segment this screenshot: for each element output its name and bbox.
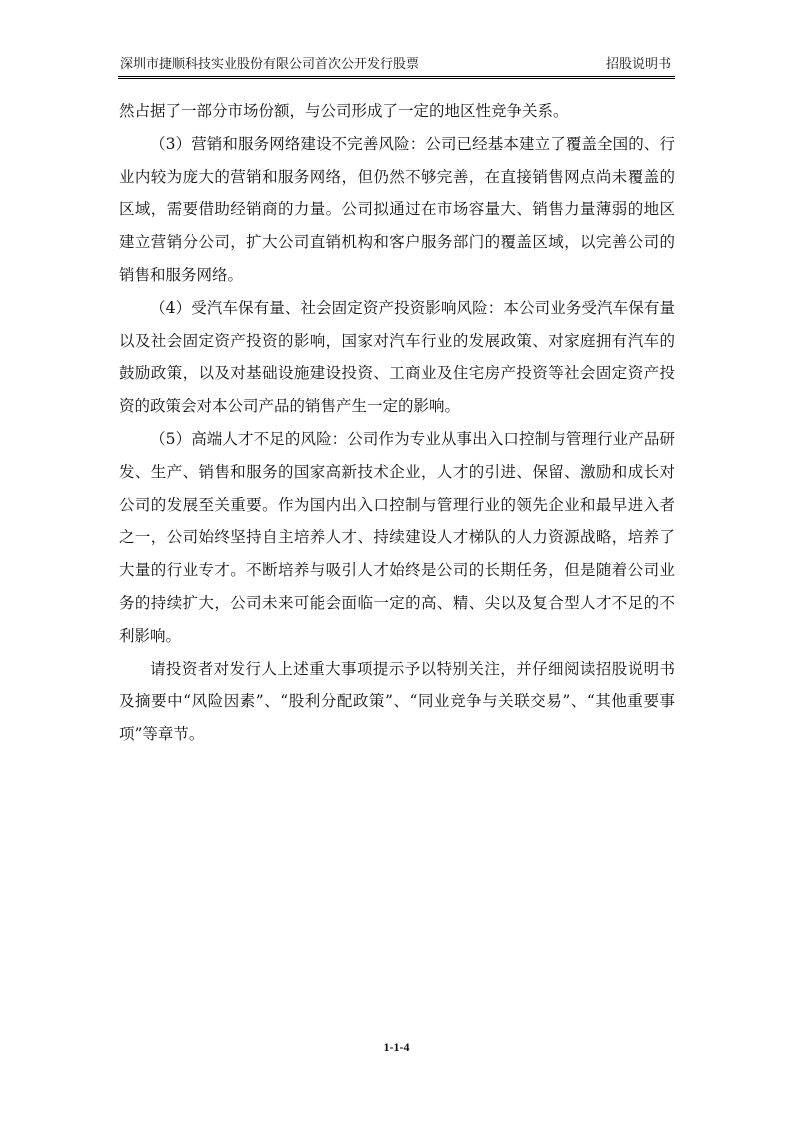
paragraph-risk-3: （3）营销和服务网络建设不完善风险：公司已经基本建立了覆盖全国的、行业内较为庞大的营销和服务网络，但仍然不够完善，在直接销售网点尚未覆盖的区域，需要借助经销商的力量。公司拟通过在市场容量大、销售力量薄弱的地区建立营销分公司，扩大公司直销机构和客户服务部门的覆盖区域，以完善公司的销售和服务网络。 [119, 134, 675, 284]
paragraph-investor-notice: 请投资者对发行人上述重大事项提示予以特别关注，并仔细阅读招股说明书及摘要中“风险因素”、“股利分配政策”、“同业竞争与关联交易”、“其他重要事项”等章节。 [119, 659, 675, 744]
paragraph-risk-4: （4）受汽车保有量、社会固定资产投资影响风险：本公司业务受汽车保有量以及社会固定资产投资的影响，国家对汽车行业的发展政策、对家庭拥有汽车的鼓励政策，以及对基础设施建设投资、工商业及住宅房产投资等社会固定资产投资的政策会对本公司产品的销售产生一定的影响。 [119, 298, 675, 416]
header-document-title: 深圳市捷顺科技实业股份有限公司首次公开发行股票 [120, 57, 420, 72]
header-divider [118, 76, 675, 79]
paragraph-risk-5: （5）高端人才不足的风险：公司作为专业从事出入口控制与管理行业产品研发、生产、销售和服务的国家高新技术企业，人才的引进、保留、激励和成长对公司的发展至关重要。作为国内出入口控制与管理行业的领先企业和最早进入者之一，公司始终坚持自主培养人才、持续建设人才梯队的人力资源战略，培养了大量的行业专才。不断培养与吸引人才始终是公司的长期任务，但是随着公司业务的持续扩大，公司未来可能会面临一定的高、精、尖以及复合型人才不足的不利影响。 [119, 429, 675, 645]
body-text [119, 95, 675, 751]
header-document-type: 招股说明书 [605, 57, 671, 72]
page-header [118, 55, 675, 75]
paragraph-continuation: 然占据了一部分市场份额，与公司形成了一定的地区性竞争关系。 [119, 102, 569, 120]
page-number: 1-1-4 [383, 1040, 410, 1054]
